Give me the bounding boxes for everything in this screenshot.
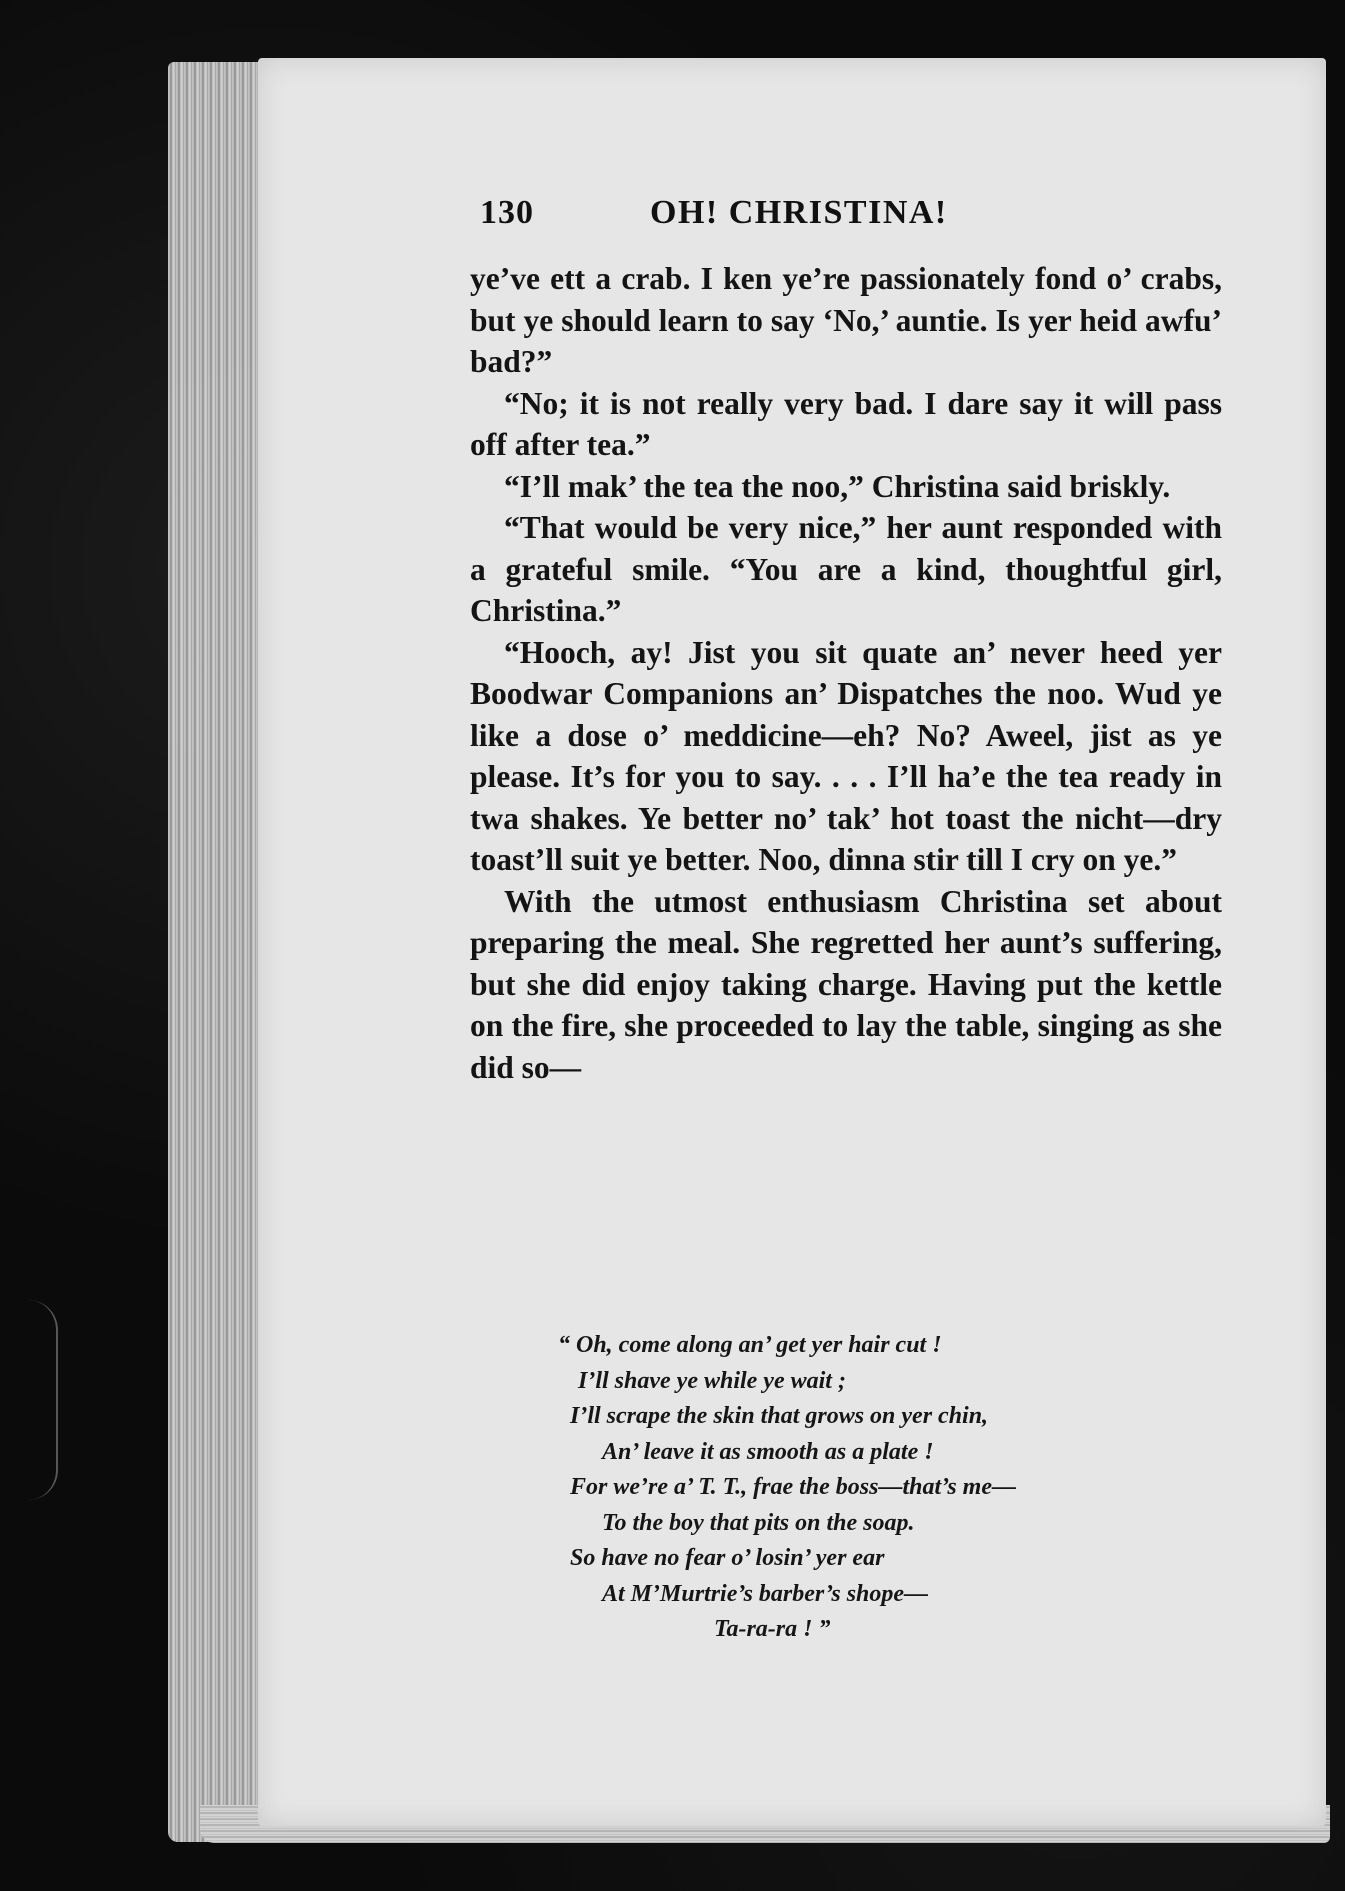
paragraph: “That would be very nice,” her aunt responded with a grateful smile. “You are a kind, thoughtful girl, Christina.” [470, 510, 1222, 628]
paragraph: “No; it is not really very bad. I dare say it will pass off after tea.” [470, 385, 1222, 462]
paragraph: With the utmost enthusiasm Christina set about preparing the meal. She regretted her aunt’s suffering, but she did enjoy taking charge. Having put the kettle on the fire, she proceeded to lay the table, singing as she did so— [470, 883, 1222, 1085]
verse-line: Ta-ra-ra ! ” [714, 1616, 831, 1642]
verse-line: To the boy that pits on the soap. [602, 1509, 915, 1536]
verse-line: At M’Murtrie’s barber’s shope— [602, 1580, 929, 1607]
verse-line: I’ll scrape the skin that grows on yer chin, [570, 1403, 989, 1429]
verse-line: For we’re a’ T. T., frae the boss—that’s me— [570, 1474, 1017, 1500]
page-number: 130 [480, 194, 534, 231]
book-page-edges [168, 62, 260, 1842]
paragraph: “I’ll mak’ the tea the noo,” Christina said briskly. [504, 468, 1171, 504]
scan-artifact [28, 1300, 58, 1500]
running-title: OH! CHRISTINA! [650, 194, 948, 231]
paragraph: ye’ve ett a crab. I ken ye’re passionately fond o’ crabs, but ye should learn to say ‘No,’ auntie. Is yer heid awfu’ bad?” [470, 261, 1222, 379]
verse-line: “ Oh, come along an’ get yer hair cut ! [558, 1332, 942, 1358]
verse-line: I’ll shave ye while ye wait ; [578, 1367, 846, 1394]
paragraph: “Hooch, ay! Jist you sit quate an’ never heed yer Boodwar Companions an’ Dispatches the noo. Wud ye like a dose o’ meddicine—eh? No? Aweel, jist as ye please. It’s for you to say. . . . I’ll ha’e the tea ready in twa shakes. Ye better no’ tak’ hot toast the nicht—dry toast’ll suit ye better. Noo, dinna stir till I cry on ye.” [470, 634, 1222, 877]
verse-line: An’ leave it as smooth as a plate ! [602, 1438, 934, 1465]
page-header [480, 184, 1280, 254]
body-text [470, 258, 1222, 1088]
song-verse [550, 1328, 1110, 1648]
book-page [258, 58, 1326, 1826]
verse-line: So have no fear o’ losin’ yer ear [570, 1545, 885, 1571]
